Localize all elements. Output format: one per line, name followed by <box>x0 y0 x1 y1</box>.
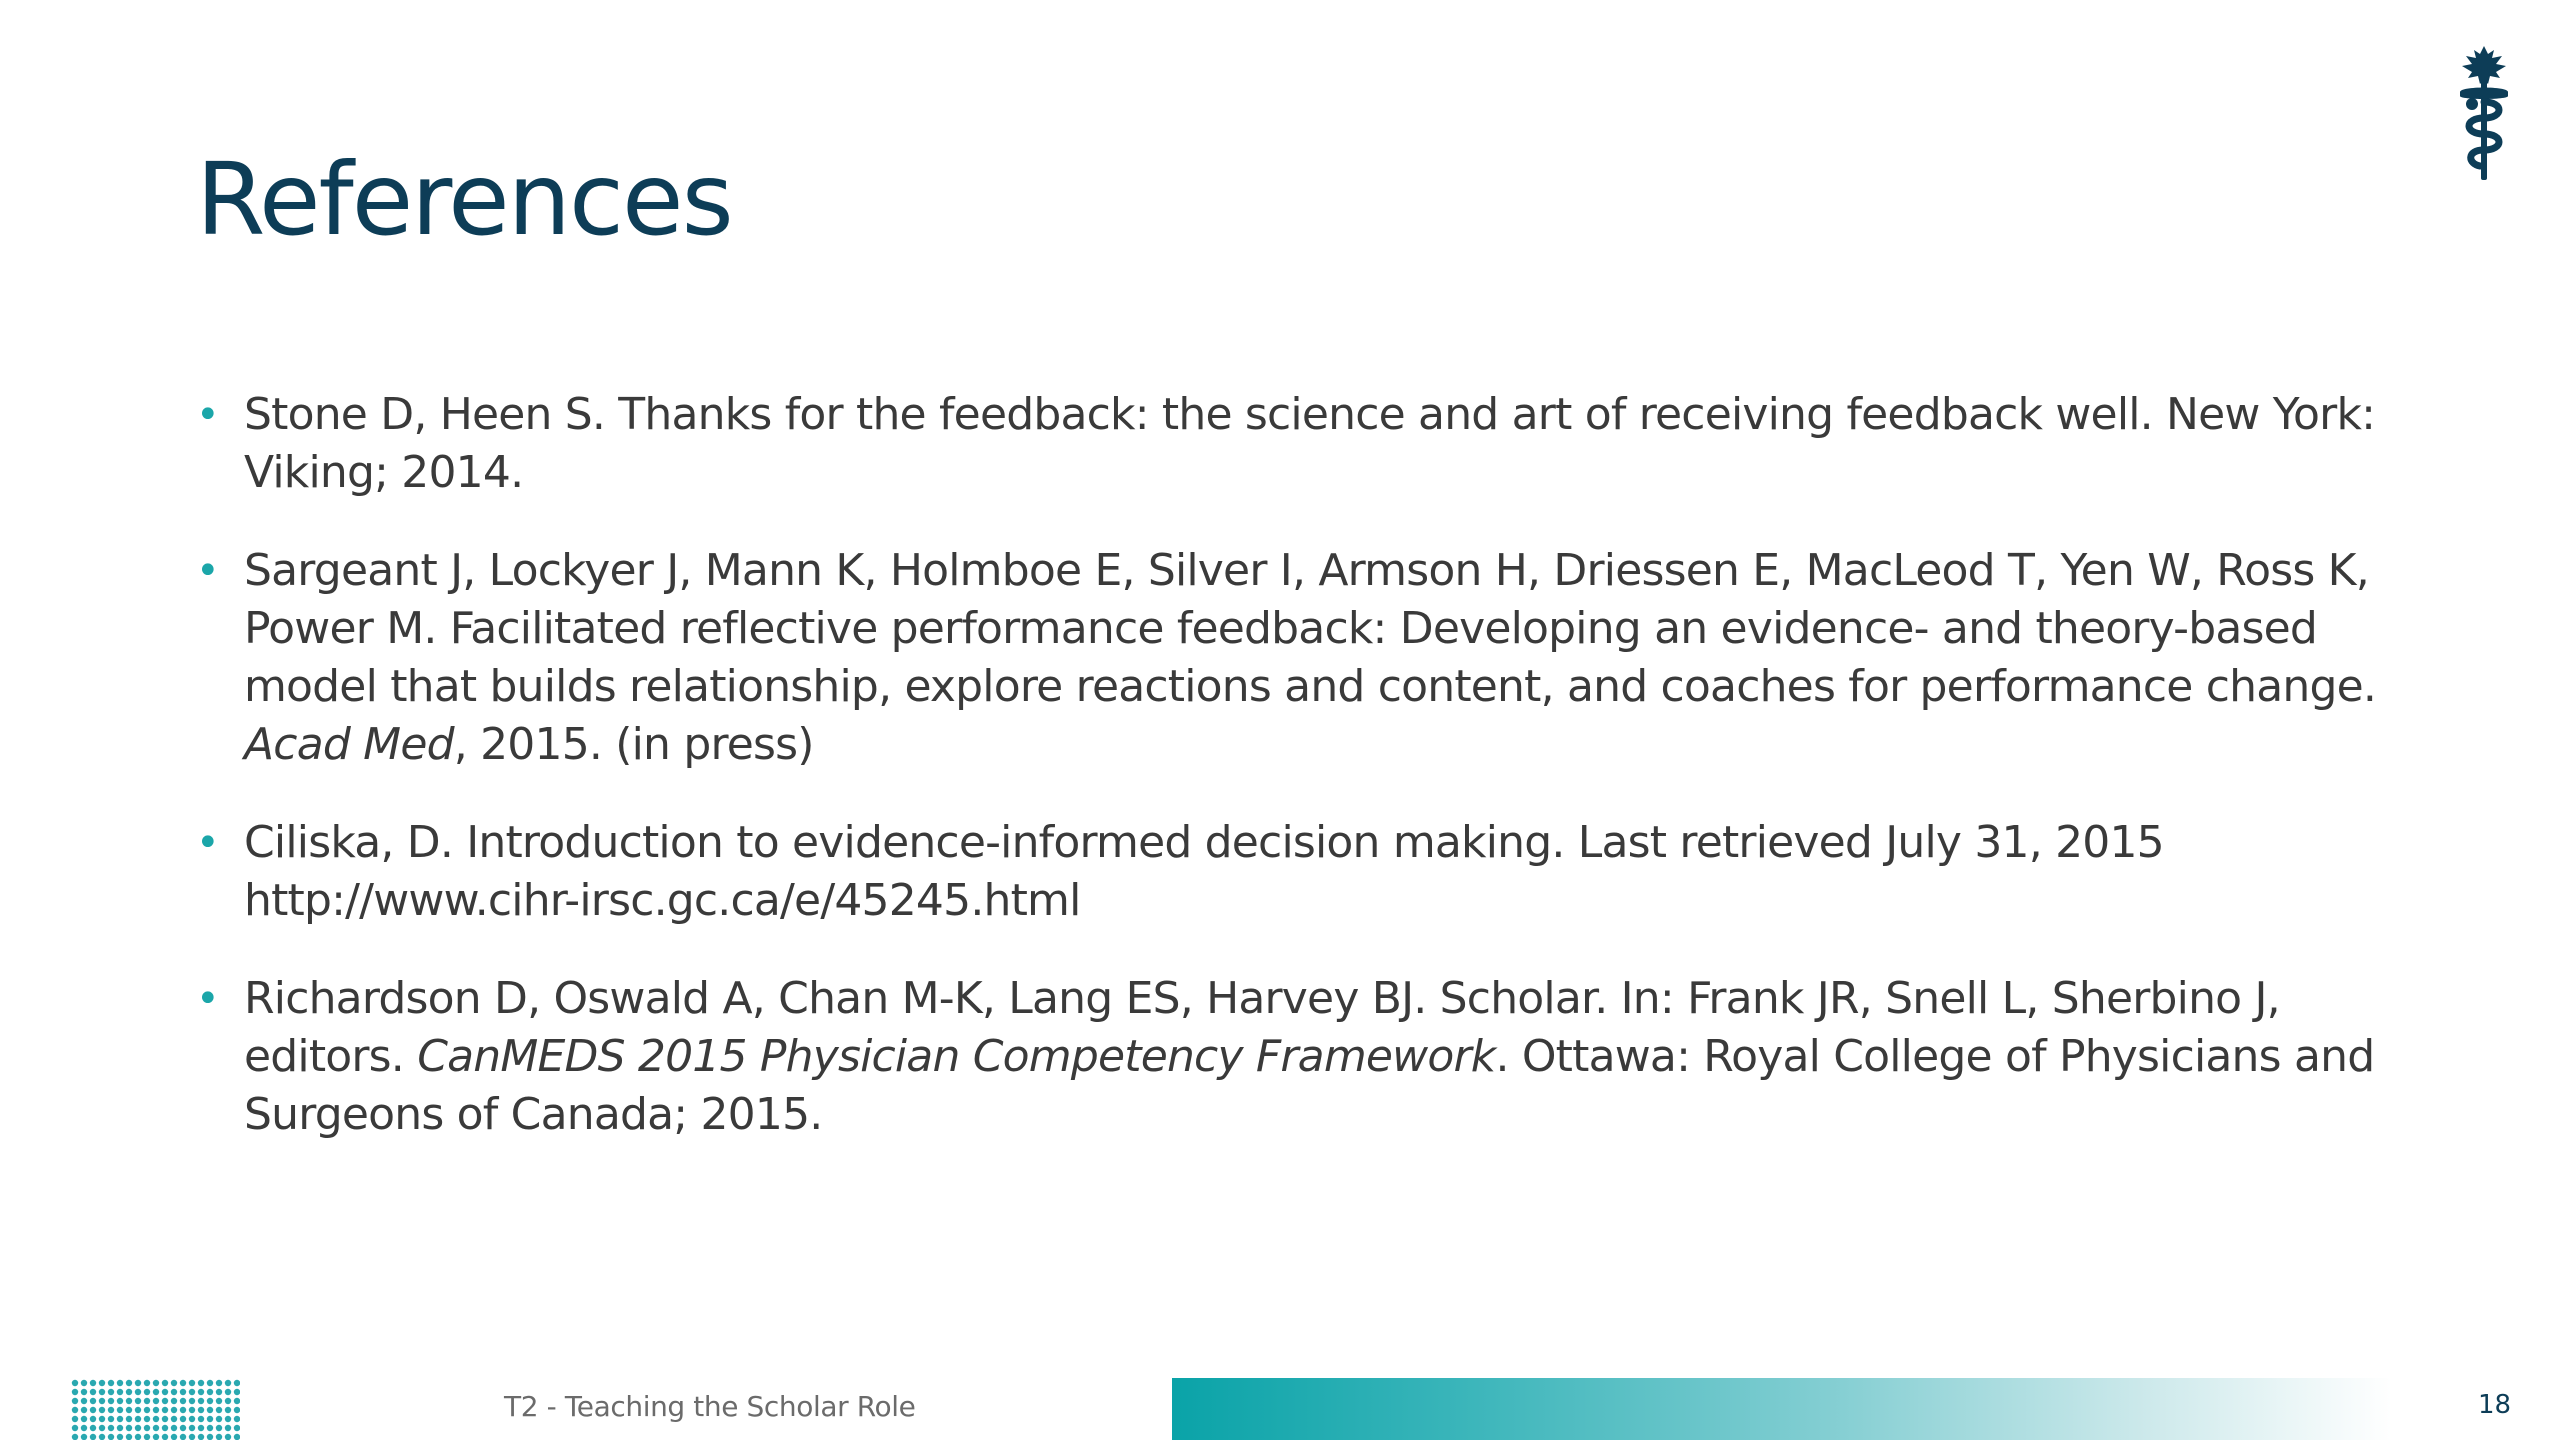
pattern-dot <box>207 1425 213 1431</box>
pattern-dot <box>162 1380 168 1386</box>
pattern-dot <box>234 1389 240 1395</box>
pattern-dot <box>153 1434 159 1440</box>
slide-title: References <box>196 141 732 258</box>
pattern-dot <box>135 1416 141 1422</box>
pattern-dot <box>108 1389 114 1395</box>
pattern-dot <box>189 1389 195 1395</box>
reference-text: Stone D, Heen S. Thanks for the feedback: the science and art of receiving feedback well. New York: Viking; 2014. <box>244 389 2376 498</box>
pattern-dot <box>135 1407 141 1413</box>
pattern-dot <box>207 1416 213 1422</box>
pattern-dot <box>234 1425 240 1431</box>
pattern-dot <box>225 1434 231 1440</box>
pattern-dot <box>117 1434 123 1440</box>
pattern-dot <box>144 1380 150 1386</box>
pattern-dot <box>207 1380 213 1386</box>
pattern-dot <box>144 1398 150 1404</box>
footer-accent-bar <box>1172 1378 2392 1440</box>
pattern-dot <box>126 1389 132 1395</box>
pattern-dot <box>144 1434 150 1440</box>
pattern-dot <box>72 1380 78 1386</box>
bullet-icon: • <box>196 392 219 438</box>
pattern-dot <box>126 1380 132 1386</box>
pattern-dot <box>144 1425 150 1431</box>
reference-list <box>196 386 2396 1184</box>
dot-grid-pattern-icon <box>70 1378 240 1440</box>
pattern-dot <box>198 1398 204 1404</box>
pattern-dot <box>180 1380 186 1386</box>
pattern-dot <box>108 1380 114 1386</box>
pattern-dot <box>108 1398 114 1404</box>
pattern-dot <box>171 1380 177 1386</box>
pattern-dot <box>117 1389 123 1395</box>
pattern-dot <box>90 1389 96 1395</box>
pattern-dot <box>72 1434 78 1440</box>
pattern-dot <box>225 1425 231 1431</box>
bullet-icon: • <box>196 976 219 1022</box>
pattern-dot <box>162 1407 168 1413</box>
pattern-dot <box>135 1425 141 1431</box>
pattern-dot <box>90 1407 96 1413</box>
pattern-dot <box>144 1416 150 1422</box>
pattern-dot <box>99 1425 105 1431</box>
caduceus-logo-icon <box>2450 44 2518 182</box>
pattern-dot <box>153 1407 159 1413</box>
footer-course-label: T2 - Teaching the Scholar Role <box>504 1390 916 1423</box>
reference-text: Sargeant J, Lockyer J, Mann K, Holmboe E, Silver I, Armson H, Driessen E, MacLeod T, Yen W, Ross K, Power M. Facilitated reflective performance feedback: Developing an evidence- and theory-based model that builds relationship, explore reactions and content, and coaches for performance change. <box>244 545 2377 712</box>
pattern-dot <box>234 1380 240 1386</box>
pattern-dot <box>81 1425 87 1431</box>
pattern-dot <box>189 1380 195 1386</box>
pattern-dot <box>126 1425 132 1431</box>
reference-text: Ciliska, D. Introduction to evidence-informed decision making. Last retrieved July 31, 2015 http://www.cihr-irsc.gc.ca/e/45245.html <box>244 817 2164 926</box>
pattern-dot <box>72 1425 78 1431</box>
pattern-dot <box>135 1380 141 1386</box>
reference-text: . Ottawa: Royal College of Physicians and Surgeons of Canada; 2015. <box>244 1031 2375 1140</box>
pattern-dot <box>108 1407 114 1413</box>
pattern-dot <box>225 1389 231 1395</box>
pattern-dot <box>99 1389 105 1395</box>
pattern-dot <box>108 1434 114 1440</box>
pattern-dot <box>153 1398 159 1404</box>
pattern-dot <box>162 1398 168 1404</box>
pattern-dot <box>171 1398 177 1404</box>
pattern-dot <box>81 1380 87 1386</box>
pattern-dot <box>135 1389 141 1395</box>
reference-text: Richardson D, Oswald A, Chan M-K, Lang ES, Harvey BJ. Scholar. In: Frank JR, Snell L, Sherbino J, editors. <box>244 973 2280 1082</box>
pattern-dot <box>144 1389 150 1395</box>
pattern-dot <box>117 1380 123 1386</box>
pattern-dot <box>198 1380 204 1386</box>
bullet-icon: • <box>196 820 219 866</box>
pattern-dot <box>117 1416 123 1422</box>
pattern-dot <box>198 1389 204 1395</box>
reference-italic-text: CanMEDS 2015 Physician Competency Framework <box>417 1031 1496 1082</box>
pattern-dot <box>108 1416 114 1422</box>
pattern-dot <box>180 1416 186 1422</box>
pattern-dot <box>117 1398 123 1404</box>
pattern-dot <box>180 1407 186 1413</box>
reference-item <box>196 386 2396 502</box>
pattern-dot <box>153 1389 159 1395</box>
pattern-dot <box>216 1434 222 1440</box>
pattern-dot <box>180 1389 186 1395</box>
pattern-dot <box>207 1398 213 1404</box>
pattern-dot <box>81 1416 87 1422</box>
pattern-dot <box>162 1434 168 1440</box>
pattern-dot <box>135 1398 141 1404</box>
pattern-dot <box>180 1398 186 1404</box>
pattern-dot <box>162 1389 168 1395</box>
pattern-dot <box>144 1407 150 1413</box>
pattern-dot <box>153 1416 159 1422</box>
pattern-dot <box>216 1398 222 1404</box>
pattern-dot <box>207 1407 213 1413</box>
pattern-dot <box>234 1407 240 1413</box>
pattern-dot <box>90 1380 96 1386</box>
pattern-dot <box>90 1416 96 1422</box>
pattern-dot <box>171 1425 177 1431</box>
pattern-dot <box>225 1398 231 1404</box>
pattern-dot <box>117 1425 123 1431</box>
pattern-dot <box>81 1398 87 1404</box>
bullet-icon: • <box>196 548 219 594</box>
pattern-dot <box>81 1389 87 1395</box>
pattern-dot <box>198 1425 204 1431</box>
page-number: 18 <box>2478 1390 2512 1420</box>
pattern-dot <box>72 1389 78 1395</box>
pattern-dot <box>234 1398 240 1404</box>
pattern-dot <box>225 1416 231 1422</box>
pattern-dot <box>126 1416 132 1422</box>
pattern-dot <box>198 1434 204 1440</box>
pattern-dot <box>225 1380 231 1386</box>
pattern-dot <box>216 1389 222 1395</box>
pattern-dot <box>81 1434 87 1440</box>
pattern-dot <box>126 1434 132 1440</box>
pattern-dot <box>180 1425 186 1431</box>
pattern-dot <box>90 1398 96 1404</box>
pattern-dot <box>198 1416 204 1422</box>
pattern-dot <box>207 1389 213 1395</box>
reference-item <box>196 542 2396 774</box>
pattern-dot <box>153 1425 159 1431</box>
pattern-dot <box>171 1434 177 1440</box>
pattern-dot <box>108 1425 114 1431</box>
pattern-dot <box>162 1425 168 1431</box>
pattern-dot <box>81 1407 87 1413</box>
reference-item <box>196 814 2396 930</box>
pattern-dot <box>72 1407 78 1413</box>
pattern-dot <box>189 1425 195 1431</box>
pattern-dot <box>216 1407 222 1413</box>
pattern-dot <box>90 1425 96 1431</box>
pattern-dot <box>207 1434 213 1440</box>
reference-text: , 2015. (in press) <box>453 719 814 770</box>
pattern-dot <box>216 1425 222 1431</box>
pattern-dot <box>216 1380 222 1386</box>
pattern-dot <box>216 1416 222 1422</box>
pattern-dot <box>99 1434 105 1440</box>
pattern-dot <box>189 1434 195 1440</box>
pattern-dot <box>198 1407 204 1413</box>
reference-italic-text: Acad Med <box>244 719 454 770</box>
pattern-dot <box>99 1416 105 1422</box>
pattern-dot <box>171 1416 177 1422</box>
pattern-dot <box>135 1434 141 1440</box>
pattern-dot <box>126 1407 132 1413</box>
pattern-dot <box>171 1407 177 1413</box>
pattern-dot <box>153 1380 159 1386</box>
pattern-dot <box>189 1416 195 1422</box>
pattern-dot <box>189 1407 195 1413</box>
pattern-dot <box>72 1416 78 1422</box>
pattern-dot <box>117 1407 123 1413</box>
pattern-dot <box>162 1416 168 1422</box>
pattern-dot <box>225 1407 231 1413</box>
pattern-dot <box>189 1398 195 1404</box>
pattern-dot <box>90 1434 96 1440</box>
pattern-dot <box>72 1398 78 1404</box>
pattern-dot <box>99 1380 105 1386</box>
pattern-dot <box>234 1434 240 1440</box>
pattern-dot <box>234 1416 240 1422</box>
pattern-dot <box>171 1389 177 1395</box>
pattern-dot <box>126 1398 132 1404</box>
reference-item <box>196 970 2396 1144</box>
pattern-dot <box>99 1398 105 1404</box>
pattern-dot <box>180 1434 186 1440</box>
pattern-dot <box>99 1407 105 1413</box>
